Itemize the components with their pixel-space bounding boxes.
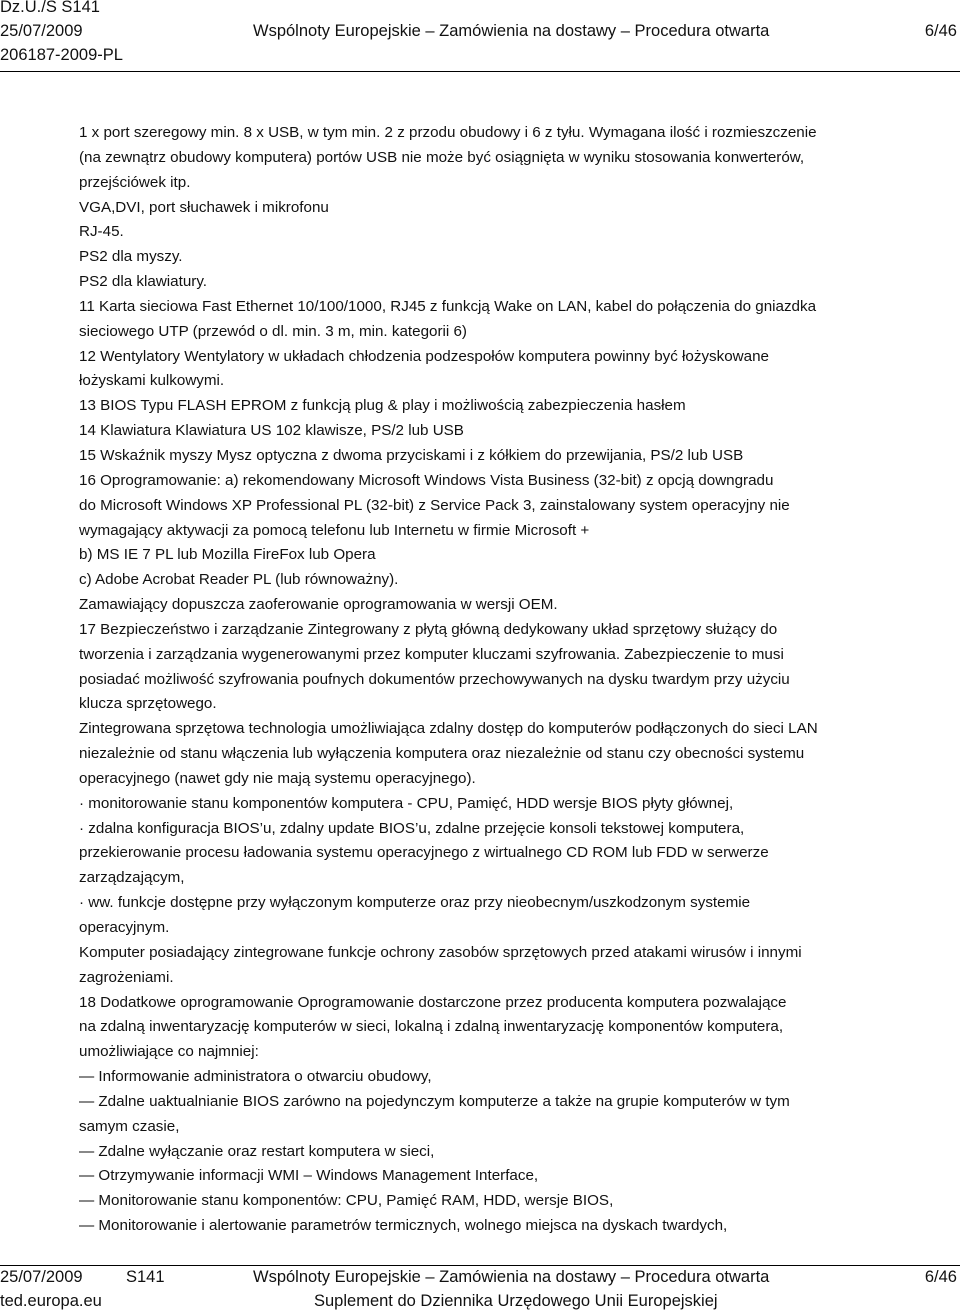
body-line: zarządzającym, xyxy=(79,869,185,887)
body-line: 14 Klawiatura Klawiatura US 102 klawisze, PS/2 lub USB xyxy=(79,422,464,440)
body-line: 18 Dodatkowe oprogramowanie Oprogramowanie dostarczone przez producenta komputera pozwalające xyxy=(79,993,787,1011)
footer-title: Wspólnoty Europejskie – Zamówienia na dostawy – Procedura otwarta xyxy=(253,1268,770,1286)
body-line: do Microsoft Windows XP Professional PL (32-bit) z Service Pack 3, zainstalowany system operacyjny nie xyxy=(79,496,790,514)
footer-supplement: Suplement do Dziennika Urzędowego Unii Europejskiej xyxy=(314,1292,718,1310)
header-rule xyxy=(0,71,960,72)
body-line: samym czasie, xyxy=(79,1117,180,1135)
body-line: posiadać możliwość szyfrowania poufnych dokumentów przechowywanych na dysku twardym przy użyciu xyxy=(79,670,790,688)
body-line: Zintegrowana sprzętowa technologia umożliwiająca zdalny dostęp do komputerów podłączonych do sieci LAN xyxy=(79,720,818,738)
body-line: · ww. funkcje dostępne przy wyłączonym komputerze oraz przy nieobecnym/uszkodzonym systemie xyxy=(79,894,751,912)
body-line: — Monitorowanie i alertowanie parametrów termicznych, wolnego miejsca na dyskach twardych, xyxy=(79,1217,728,1235)
footer-date: 25/07/2009 xyxy=(0,1268,83,1286)
body-line: PS2 dla klawiatury. xyxy=(79,273,208,291)
document-body xyxy=(79,121,949,1239)
body-line: umożliwiające co najmniej: xyxy=(79,1043,259,1061)
body-line: 15 Wskaźnik myszy Mysz optyczna z dwoma przyciskami i z kółkiem do przewijania, PS/2 lub USB xyxy=(79,446,744,464)
body-line: (na zewnątrz obudowy komputera) portów USB nie może być osiągnięta w wyniku stosowania konwerterów, xyxy=(79,148,805,166)
body-line: Komputer posiadający zintegrowane funkcje ochrony zasobów sprzętowych przed atakami wirusów i innymi xyxy=(79,943,802,961)
body-line: — Otrzymywanie informacji WMI – Windows Management Interface, xyxy=(79,1167,539,1185)
body-line: — Zdalne wyłączanie oraz restart komputera w sieci, xyxy=(79,1142,435,1160)
oj-reference: Dz.U./S S141 xyxy=(0,0,100,16)
body-line: operacyjnego (nawet gdy nie mają systemu operacyjnego). xyxy=(79,769,476,787)
notice-id: 206187-2009-PL xyxy=(0,46,123,64)
header-title: Wspólnoty Europejskie – Zamówienia na dostawy – Procedura otwarta xyxy=(253,22,770,40)
body-line: · monitorowanie stanu komponentów komputera - CPU, Pamięć, HDD wersje BIOS płyty głównej, xyxy=(79,794,734,812)
body-line: — Zdalne uaktualnianie BIOS zarówno na pojedynczym komputerze a także na grupie komputerów w tym xyxy=(79,1092,790,1110)
body-line: · zdalna konfiguracja BIOS’u, zdalny update BIOS’u, zdalne przejęcie konsoli tekstowej komputera, xyxy=(79,819,745,837)
footer-page-number: 6/46 xyxy=(924,1268,957,1286)
body-line: RJ-45. xyxy=(79,223,124,241)
body-line: przejściówek itp. xyxy=(79,173,191,191)
body-line: sieciowego UTP (przewód o dl. min. 3 m, min. kategorii 6) xyxy=(79,322,467,340)
header-date: 25/07/2009 xyxy=(0,22,83,40)
body-line: na zdalną inwentaryzację komputerów w sieci, lokalną i zdalną inwentaryzację komponentów komputera, xyxy=(79,1018,784,1036)
body-line: niezależnie od stanu włączenia lub wyłączenia komputera oraz niezależnie od stanu czy obecności systemu xyxy=(79,745,805,763)
body-line: VGA,DVI, port słuchawek i mikrofonu xyxy=(79,198,329,216)
footer-rule xyxy=(0,1265,960,1266)
body-line: 12 Wentylatory Wentylatory w układach chłodzenia podzespołów komputera powinny być łożyskowane xyxy=(79,347,769,365)
body-line: — Informowanie administratora o otwarciu obudowy, xyxy=(79,1068,432,1086)
footer-site-link[interactable]: ted.europa.eu xyxy=(0,1292,102,1310)
body-line: zagrożeniami. xyxy=(79,968,174,986)
header-page-number: 6/46 xyxy=(924,22,957,40)
body-line: wymagający aktywacji za pomocą telefonu lub Internetu w firmie Microsoft + xyxy=(79,521,590,539)
body-line: tworzenia i zarządzania wygenerowanymi przez komputer kluczami szyfrowania. Zabezpieczenie to musi xyxy=(79,645,784,663)
body-line: 13 BIOS Typu FLASH EPROM z funkcją plug & play i możliwością zabezpieczenia hasłem xyxy=(79,397,686,415)
body-line: przekierowanie procesu ładowania systemu operacyjnego z wirtualnego CD ROM lub FDD w serwerze xyxy=(79,844,769,862)
body-line: c) Adobe Acrobat Reader PL (lub równoważny). xyxy=(79,571,399,589)
body-line: klucza sprzętowego. xyxy=(79,695,217,713)
footer-series: S141 xyxy=(126,1268,165,1286)
body-line: operacyjnym. xyxy=(79,919,170,936)
body-line: — Monitorowanie stanu komponentów: CPU, Pamięć RAM, HDD, wersje BIOS, xyxy=(79,1192,614,1210)
body-line: 1 x port szeregowy min. 8 x USB, w tym min. 2 z przodu obudowy i 6 z tyłu. Wymagana ilość i rozmieszczenie xyxy=(79,124,817,141)
body-line: PS2 dla myszy. xyxy=(79,248,183,266)
body-line: 17 Bezpieczeństwo i zarządzanie Zintegrowany z płytą główną dedykowany układ sprzętowy służący do xyxy=(79,620,778,638)
body-line: 16 Oprogramowanie: a) rekomendowany Microsoft Windows Vista Business (32-bit) z opcją downgradu xyxy=(79,471,774,489)
body-line: 11 Karta sieciowa Fast Ethernet 10/100/1000, RJ45 z funkcją Wake on LAN, kabel do połączenia do gniazdka xyxy=(79,297,817,315)
body-line: b) MS IE 7 PL lub Mozilla FireFox lub Opera xyxy=(79,546,376,564)
body-line: Zamawiający dopuszcza zaoferowanie oprogramowania w wersji OEM. xyxy=(79,596,558,614)
body-line: łożyskami kulkowymi. xyxy=(79,372,225,390)
